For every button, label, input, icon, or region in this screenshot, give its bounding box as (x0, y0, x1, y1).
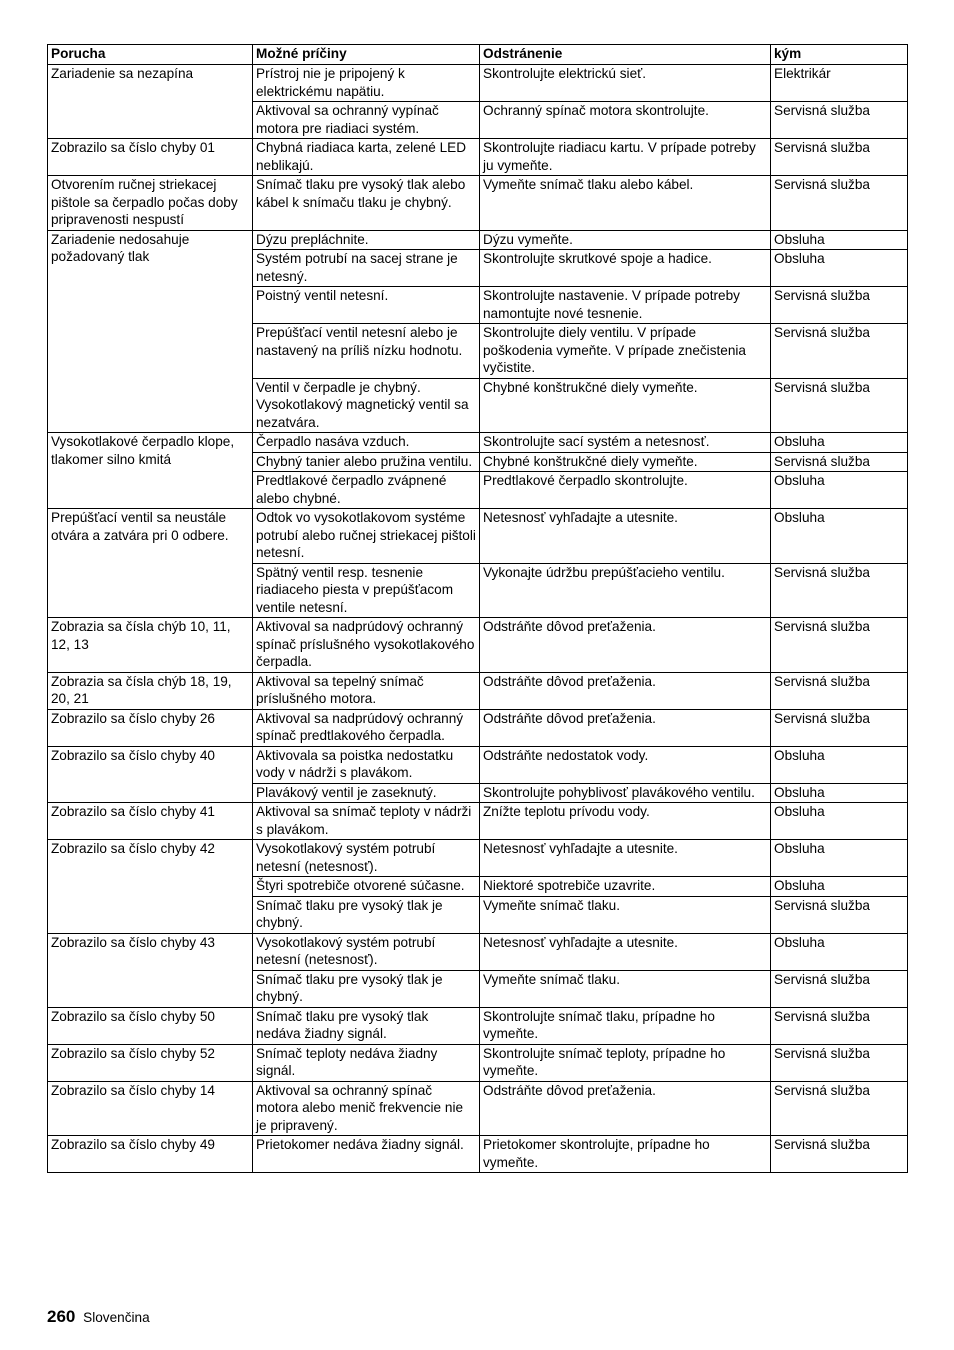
header-remedy: Odstránenie (480, 45, 771, 65)
fault-cell: Otvorením ručnej striekacej pištole sa čerpadlo počas doby pripravenosti nespustí (48, 176, 253, 231)
responsible-cell: Servisná služba (771, 378, 908, 433)
remedy-cell: Skontrolujte sací systém a netesnosť. (480, 433, 771, 453)
cause-cell: Spätný ventil resp. tesnenie riadiaceho piesta v prepúšťacom ventile netesní. (253, 563, 480, 618)
cause-cell: Poistný ventil netesní. (253, 287, 480, 324)
fault-cell: Zobrazia sa čísla chýb 10, 11, 12, 13 (48, 618, 253, 673)
responsible-cell: Obsluha (771, 933, 908, 970)
fault-cell: Zariadenie sa nezapína (48, 65, 253, 139)
table-row (48, 803, 908, 840)
table-row (48, 1136, 908, 1173)
fault-cell: Prepúšťací ventil sa neustále otvára a zatvára pri 0 odbere. (48, 509, 253, 618)
remedy-cell: Odstráňte dôvod preťaženia. (480, 672, 771, 709)
cause-cell: Odtok vo vysokotlakovom systéme potrubí alebo ručnej striekacej pištoli netesní. (253, 509, 480, 564)
remedy-cell: Netesnosť vyhľadajte a utesnite. (480, 509, 771, 564)
responsible-cell: Servisná služba (771, 139, 908, 176)
remedy-cell: Odstráňte dôvod preťaženia. (480, 1081, 771, 1136)
responsible-cell: Servisná služba (771, 563, 908, 618)
cause-cell: Snímač tlaku pre vysoký tlak nedáva žiadny signál. (253, 1007, 480, 1044)
responsible-cell: Obsluha (771, 783, 908, 803)
remedy-cell: Niektoré spotrebiče uzavrite. (480, 877, 771, 897)
remedy-cell: Skontrolujte skrutkové spoje a hadice. (480, 250, 771, 287)
cause-cell: Snímač tlaku pre vysoký tlak je chybný. (253, 896, 480, 933)
responsible-cell: Servisná služba (771, 618, 908, 673)
cause-cell: Chybný tanier alebo pružina ventilu. (253, 452, 480, 472)
cause-cell: Aktivoval sa snímač teploty v nádrži s plavákom. (253, 803, 480, 840)
table-header-row (48, 45, 908, 65)
remedy-cell: Vymeňte snímač tlaku alebo kábel. (480, 176, 771, 231)
header-fault: Porucha (48, 45, 253, 65)
cause-cell: Štyri spotrebiče otvorené súčasne. (253, 877, 480, 897)
responsible-cell: Obsluha (771, 433, 908, 453)
responsible-cell: Obsluha (771, 250, 908, 287)
fault-cell: Zobrazilo sa číslo chyby 14 (48, 1081, 253, 1136)
fault-cell: Vysokotlakové čerpadlo klope, tlakomer silno kmitá (48, 433, 253, 509)
cause-cell: Aktivoval sa ochranný vypínač motora pre riadiaci systém. (253, 102, 480, 139)
cause-cell: Snímač tlaku pre vysoký tlak alebo kábel k snímaču tlaku je chybný. (253, 176, 480, 231)
fault-cell: Zobrazilo sa číslo chyby 40 (48, 746, 253, 803)
responsible-cell: Servisná služba (771, 709, 908, 746)
remedy-cell: Skontrolujte snímač tlaku, prípadne ho vymeňte. (480, 1007, 771, 1044)
cause-cell: Chybná riadiaca karta, zelené LED neblikajú. (253, 139, 480, 176)
responsible-cell: Servisná služba (771, 176, 908, 231)
table-row (48, 433, 908, 453)
remedy-cell: Odstráňte dôvod preťaženia. (480, 618, 771, 673)
table-row (48, 1044, 908, 1081)
responsible-cell: Servisná služba (771, 672, 908, 709)
cause-cell: Aktivoval sa ochranný spínač motora alebo menič frekvencie nie je pripravený. (253, 1081, 480, 1136)
cause-cell: Prietokomer nedáva žiadny signál. (253, 1136, 480, 1173)
table-row (48, 746, 908, 783)
cause-cell: Čerpadlo nasáva vzduch. (253, 433, 480, 453)
table-row (48, 230, 908, 250)
remedy-cell: Dýzu vymeňte. (480, 230, 771, 250)
page-footer (47, 1307, 150, 1328)
table-row (48, 509, 908, 564)
responsible-cell: Servisná služba (771, 324, 908, 379)
fault-cell: Zobrazilo sa číslo chyby 50 (48, 1007, 253, 1044)
page-language: Slovenčina (83, 1310, 150, 1325)
table-row (48, 139, 908, 176)
fault-cell: Zobrazilo sa číslo chyby 41 (48, 803, 253, 840)
header-by-whom: kým (771, 45, 908, 65)
responsible-cell: Obsluha (771, 472, 908, 509)
cause-cell: Dýzu prepláchnite. (253, 230, 480, 250)
cause-cell: Snímač teploty nedáva žiadny signál. (253, 1044, 480, 1081)
responsible-cell: Servisná služba (771, 452, 908, 472)
remedy-cell: Vymeňte snímač tlaku. (480, 970, 771, 1007)
responsible-cell: Servisná služba (771, 896, 908, 933)
responsible-cell: Obsluha (771, 840, 908, 877)
table-row (48, 1007, 908, 1044)
fault-cell: Zobrazilo sa číslo chyby 43 (48, 933, 253, 1007)
remedy-cell: Skontrolujte riadiacu kartu. V prípade potreby ju vymeňte. (480, 139, 771, 176)
troubleshooting-table (47, 44, 908, 1173)
responsible-cell: Servisná služba (771, 102, 908, 139)
remedy-cell: Skontrolujte nastavenie. V prípade potreby namontujte nové tesnenie. (480, 287, 771, 324)
responsible-cell: Obsluha (771, 803, 908, 840)
remedy-cell: Predtlakové čerpadlo skontrolujte. (480, 472, 771, 509)
cause-cell: Vysokotlakový systém potrubí netesní (netesnosť). (253, 933, 480, 970)
responsible-cell: Obsluha (771, 509, 908, 564)
remedy-cell: Vykonajte údržbu prepúšťacieho ventilu. (480, 563, 771, 618)
remedy-cell: Znížte teplotu prívodu vody. (480, 803, 771, 840)
cause-cell: Aktivoval sa nadprúdový ochranný spínač predtlakového čerpadla. (253, 709, 480, 746)
remedy-cell: Ochranný spínač motora skontrolujte. (480, 102, 771, 139)
remedy-cell: Chybné konštrukčné diely vymeňte. (480, 378, 771, 433)
cause-cell: Aktivoval sa tepelný snímač príslušného motora. (253, 672, 480, 709)
table-row (48, 65, 908, 102)
responsible-cell: Servisná služba (771, 1136, 908, 1173)
remedy-cell: Chybné konštrukčné diely vymeňte. (480, 452, 771, 472)
cause-cell: Ventil v čerpadle je chybný. Vysokotlakový magnetický ventil sa nezatvára. (253, 378, 480, 433)
remedy-cell: Skontrolujte snímač teploty, prípadne ho vymeňte. (480, 1044, 771, 1081)
fault-cell: Zariadenie nedosahuje požadovaný tlak (48, 230, 253, 433)
remedy-cell: Netesnosť vyhľadajte a utesnite. (480, 933, 771, 970)
header-causes: Možné príčiny (253, 45, 480, 65)
table-body (48, 65, 908, 1173)
remedy-cell: Prietokomer skontrolujte, prípadne ho vymeňte. (480, 1136, 771, 1173)
remedy-cell: Skontrolujte pohyblivosť plavákového ventilu. (480, 783, 771, 803)
responsible-cell: Servisná služba (771, 287, 908, 324)
fault-cell: Zobrazilo sa číslo chyby 52 (48, 1044, 253, 1081)
table-row (48, 672, 908, 709)
cause-cell: Prepúšťací ventil netesní alebo je nastavený na príliš nízku hodnotu. (253, 324, 480, 379)
fault-cell: Zobrazilo sa číslo chyby 01 (48, 139, 253, 176)
cause-cell: Aktivoval sa nadprúdový ochranný spínač príslušného vysokotlakového čerpadla. (253, 618, 480, 673)
responsible-cell: Obsluha (771, 877, 908, 897)
table-row (48, 618, 908, 673)
cause-cell: Predtlakové čerpadlo zvápnené alebo chybné. (253, 472, 480, 509)
remedy-cell: Odstráňte dôvod preťaženia. (480, 709, 771, 746)
page-number: 260 (47, 1307, 76, 1326)
table-row (48, 709, 908, 746)
remedy-cell: Skontrolujte elektrickú sieť. (480, 65, 771, 102)
responsible-cell: Elektrikár (771, 65, 908, 102)
responsible-cell: Servisná služba (771, 1081, 908, 1136)
table-row (48, 176, 908, 231)
remedy-cell: Netesnosť vyhľadajte a utesnite. (480, 840, 771, 877)
fault-cell: Zobrazilo sa číslo chyby 49 (48, 1136, 253, 1173)
table-row (48, 1081, 908, 1136)
fault-cell: Zobrazilo sa číslo chyby 42 (48, 840, 253, 934)
remedy-cell: Skontrolujte diely ventilu. V prípade poškodenia vymeňte. V prípade znečistenia vyčistite. (480, 324, 771, 379)
remedy-cell: Odstráňte nedostatok vody. (480, 746, 771, 783)
responsible-cell: Obsluha (771, 230, 908, 250)
fault-cell: Zobrazilo sa číslo chyby 26 (48, 709, 253, 746)
remedy-cell: Vymeňte snímač tlaku. (480, 896, 771, 933)
responsible-cell: Obsluha (771, 746, 908, 783)
responsible-cell: Servisná služba (771, 1044, 908, 1081)
responsible-cell: Servisná služba (771, 1007, 908, 1044)
table-row (48, 933, 908, 970)
cause-cell: Plavákový ventil je zaseknutý. (253, 783, 480, 803)
cause-cell: Vysokotlakový systém potrubí netesní (netesnosť). (253, 840, 480, 877)
cause-cell: Snímač tlaku pre vysoký tlak je chybný. (253, 970, 480, 1007)
cause-cell: Prístroj nie je pripojený k elektrickému napätiu. (253, 65, 480, 102)
responsible-cell: Servisná služba (771, 970, 908, 1007)
cause-cell: Aktivovala sa poistka nedostatku vody v nádrži s plavákom. (253, 746, 480, 783)
table-row (48, 840, 908, 877)
fault-cell: Zobrazia sa čísla chýb 18, 19, 20, 21 (48, 672, 253, 709)
cause-cell: Systém potrubí na sacej strane je netesný. (253, 250, 480, 287)
